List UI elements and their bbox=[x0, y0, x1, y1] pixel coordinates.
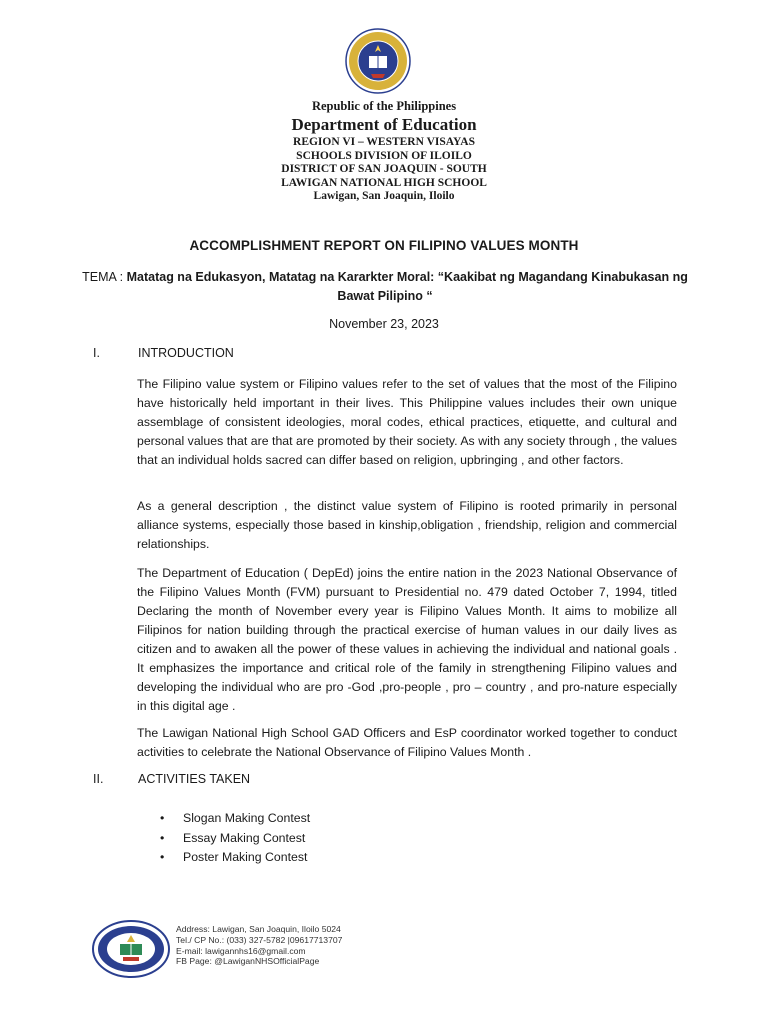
list-item bbox=[137, 809, 310, 829]
footer-email: E-mail: lawigannhs16@gmail.com bbox=[176, 945, 306, 956]
section-number: I. bbox=[93, 346, 100, 360]
paragraph: The Department of Education ( DepEd) joins the entire nation in the 2023 National Observance of the Filipino Values Month (FVM) pursuant to Presidential no. 479 dated October 7, 1994, titled Declaring the month of November every year is Filipino Values Month. It aims to mobilize all Filipinos for nation building through the practical exercise of human values in our daily lives as citizen and to awaken all the power of these values in achieving the individual and national goals . It emphasizes the importance and critical role of the family in strengthening Filipino values and developing the individual who are pro -God ,pro-people , pro – country , and pro-nature especially in this digital age . bbox=[137, 566, 677, 713]
list-item bbox=[137, 848, 310, 868]
paragraph: The Lawigan National High School GAD Officers and EsP coordinator worked together to conduct activities to celebrate the National Observance of Filipino Values Month . bbox=[137, 726, 677, 759]
school-line: LAWIGAN NATIONAL HIGH SCHOOL bbox=[281, 176, 487, 189]
tema-text: Matatag na Edukasyon, Matatag na Kararkter Moral: “Kaakibat ng Magandang Kinabukasan ng Bawat Pilipino “ bbox=[126, 270, 688, 303]
bullet-icon: • bbox=[160, 811, 165, 825]
list-item-text: Slogan Making Contest bbox=[183, 811, 311, 825]
bullet-icon: • bbox=[160, 850, 165, 864]
activities-list bbox=[137, 809, 310, 868]
republic-line: Republic of the Philippines bbox=[311, 99, 457, 113]
bullet-icon: • bbox=[160, 830, 165, 845]
division-line: SCHOOLS DIVISION OF ILOILO bbox=[296, 149, 472, 162]
district-line: DISTRICT OF SAN JOAQUIN - SOUTH bbox=[281, 163, 487, 175]
region-line: REGION VI – WESTERN VISAYAS bbox=[293, 136, 475, 148]
letterhead bbox=[0, 98, 768, 204]
footer-address: Address: Lawigan, San Joaquin, Iloilo 5024 bbox=[176, 924, 341, 934]
report-title: ACCOMPLISHMENT REPORT ON FILIPINO VALUES MONTH bbox=[189, 238, 579, 253]
section-number: II. bbox=[93, 772, 104, 786]
list-item bbox=[137, 829, 310, 849]
paragraph: As a general description , the distinct value system of Filipino is rooted primarily in personal alliance systems, especially those based in kinship,obligation , friendship, religion and commercial relationships. bbox=[137, 499, 677, 551]
report-date: November 23, 2023 bbox=[329, 317, 439, 331]
section-activities-heading bbox=[93, 772, 250, 786]
footer-facebook: FB Page: @LawiganNHSOfficialPage bbox=[176, 956, 320, 967]
school-seal-logo bbox=[92, 920, 170, 978]
section-introduction-heading bbox=[93, 346, 234, 360]
tema bbox=[70, 268, 700, 306]
deped-seal-logo bbox=[345, 28, 411, 94]
section-heading: ACTIVITIES TAKEN bbox=[138, 772, 251, 786]
list-item-text: Poster Making Contest bbox=[183, 850, 308, 864]
tema-label: TEMA : bbox=[82, 270, 124, 284]
footer-telephone: Tel./ CP No.: (033) 327-5782 |09617713707 bbox=[176, 934, 343, 945]
list-item-text: Essay Making Contest bbox=[183, 830, 306, 845]
contact-info bbox=[176, 924, 342, 967]
location-line: Lawigan, San Joaquin, Iloilo bbox=[313, 190, 455, 202]
section-heading: INTRODUCTION bbox=[138, 346, 234, 360]
department-line: Department of Education bbox=[291, 115, 477, 134]
paragraph: The Filipino value system or Filipino values refer to the set of values that the most of the Filipino have historically held important in their lives. This Philippine values includes their own unique assemblage of consistent ideologies, moral codes, ethical practices, etiquette, and cultural and personal values that are that are promoted by their society. As with any society through , the values that an individual holds sacred can differ based on religion, upbringing , and other factors. bbox=[137, 377, 677, 467]
